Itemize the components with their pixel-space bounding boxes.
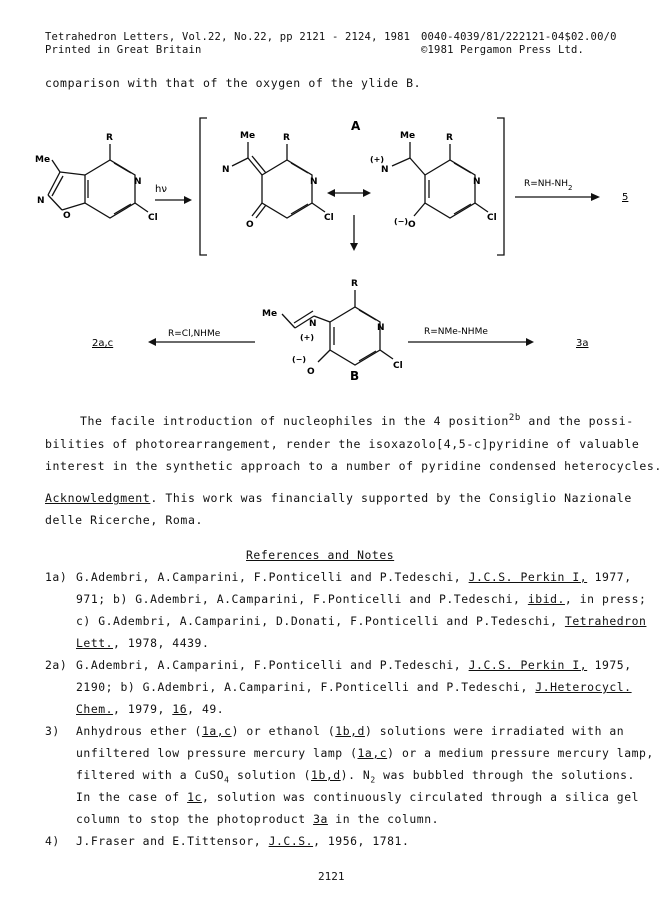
atom-o: O (246, 220, 254, 230)
ref-2-line-1: G.Adembri, A.Camparini, F.Ponticelli and P.Tedeschi, J.C.S. Perkin I, 1975, (76, 658, 632, 672)
product-2ac: 2a,c (92, 338, 114, 349)
atom-n: N (37, 196, 45, 206)
charge-minus: (−) (292, 355, 307, 364)
atom-r: R (351, 279, 358, 289)
reagent-right-bottom: R=NMe-NHMe (424, 327, 488, 337)
reagent-hydrazine: $R=NH-NH_2$ (524, 179, 573, 192)
article-code: 0040-4039/81/222121-04$02.00/0 (421, 31, 617, 43)
publisher-header (421, 31, 617, 57)
atom-n: N (473, 177, 481, 187)
atom-n: N (134, 177, 142, 187)
atom-o: O (307, 367, 315, 377)
atom-me: Me (262, 309, 278, 319)
charge-plus: (+) (370, 155, 385, 164)
ref-3-line-4: In the case of 1c, solution was continuously circulated through a silica gel (76, 790, 640, 804)
journal-header (45, 31, 410, 57)
atom-o: O (63, 211, 71, 221)
ref-1-line-2: 971; b) G.Adembri, A.Camparini, F.Ponticelli and P.Tedeschi, ibid., in press; (76, 592, 647, 606)
references-title: References and Notes (246, 548, 395, 562)
atom-n: N (381, 165, 389, 175)
ref-1-line-1: G.Adembri, A.Camparini, F.Ponticelli and P.Tedeschi, J.C.S. Perkin I, 1977, (76, 570, 632, 584)
journal-citation: Tetrahedron Letters, Vol.22, No.22, pp 2121 - 2124, 1981 (45, 31, 411, 43)
atom-me: Me (240, 131, 256, 141)
atom-n: N (222, 165, 230, 175)
ref-1-line-4: Lett., 1978, 4439. (76, 636, 210, 650)
atom-n: N (310, 177, 318, 187)
ref-3-line-2: unfiltered low pressure mercury lamp (1a,c) or a medium pressure mercury lamp, (76, 746, 654, 760)
charge-plus: (+) (300, 333, 315, 342)
hv-label: hν (155, 184, 167, 195)
atom-me: Me (400, 131, 416, 141)
ref-3-line-1: Anhydrous ether (1a,c) or ethanol (1b,d) solutions were irradiated with an (76, 724, 625, 738)
atom-r: R (106, 133, 113, 143)
ref-1-line-3: c) G.Adembri, A.Camparini, D.Donati, F.Ponticelli and P.Tedeschi, Tetrahedron (76, 614, 647, 628)
charge-minus: (−) (394, 217, 409, 226)
paragraph-line-1: The facile introduction of nucleophiles in the 4 position$^{2b}$ and the possi- (80, 413, 634, 428)
atom-cl: Cl (393, 361, 403, 371)
paragraph-line-2: bilities of photorearrangement, render the isoxazolo[4,5-c]pyridine of valuable (45, 437, 640, 451)
paragraph-line-3: interest in the synthetic approach to a number of pyridine condensed heterocycles. (45, 459, 662, 473)
page-number: 2121 (318, 870, 345, 883)
label-b: B (350, 369, 360, 383)
acknowledgment: Acknowledgment. This work was financially supported by the Consiglio Nazionale (45, 491, 632, 505)
atom-me: Me (35, 155, 51, 165)
product-3a: 3a (576, 338, 589, 349)
intro-line: comparison with that of the oxygen of the ylide B. (45, 76, 422, 90)
ref-2-label: 2a) (45, 658, 68, 672)
ref-1-label: 1a) (45, 570, 68, 584)
printed-in: Printed in Great Britain (45, 44, 202, 56)
reaction-scheme (0, 100, 672, 410)
ref-3-label: 3) (45, 724, 60, 738)
ref-2-line-3: Chem., 1979, 16, 49. (76, 702, 225, 716)
atom-n: N (309, 319, 317, 329)
atom-r: R (283, 133, 290, 143)
ref-4-line-1: J.Fraser and E.Tittensor, J.C.S., 1956, 1781. (76, 834, 410, 848)
copyright: ©1981 Pergamon Press Ltd. (421, 44, 585, 56)
atom-o: O (408, 220, 416, 230)
acknowledgment-line-2: delle Ricerche, Roma. (45, 513, 203, 527)
starting-material-structure (48, 144, 148, 218)
atom-r: R (446, 133, 453, 143)
ref-4-label: 4) (45, 834, 60, 848)
atom-cl: Cl (148, 213, 158, 223)
atom-cl: Cl (487, 213, 497, 223)
reagent-left: R=Cl,NHMe (168, 329, 221, 339)
atom-cl: Cl (324, 213, 334, 223)
product-5: 5 (622, 192, 629, 203)
label-a: A (351, 119, 361, 133)
ref-3-line-3: filtered with a CuSO$_4$ solution (1b,d). $N_2$ was bubbled through the solutions. (76, 768, 635, 785)
ref-3-line-5: column to stop the photoproduct 3a in the column. (76, 812, 440, 826)
atom-n: N (377, 323, 385, 333)
ref-2-line-2: 2190; b) G.Adembri, A.Camparini, F.Ponticelli and P.Tedeschi, J.Heterocycl. (76, 680, 632, 694)
